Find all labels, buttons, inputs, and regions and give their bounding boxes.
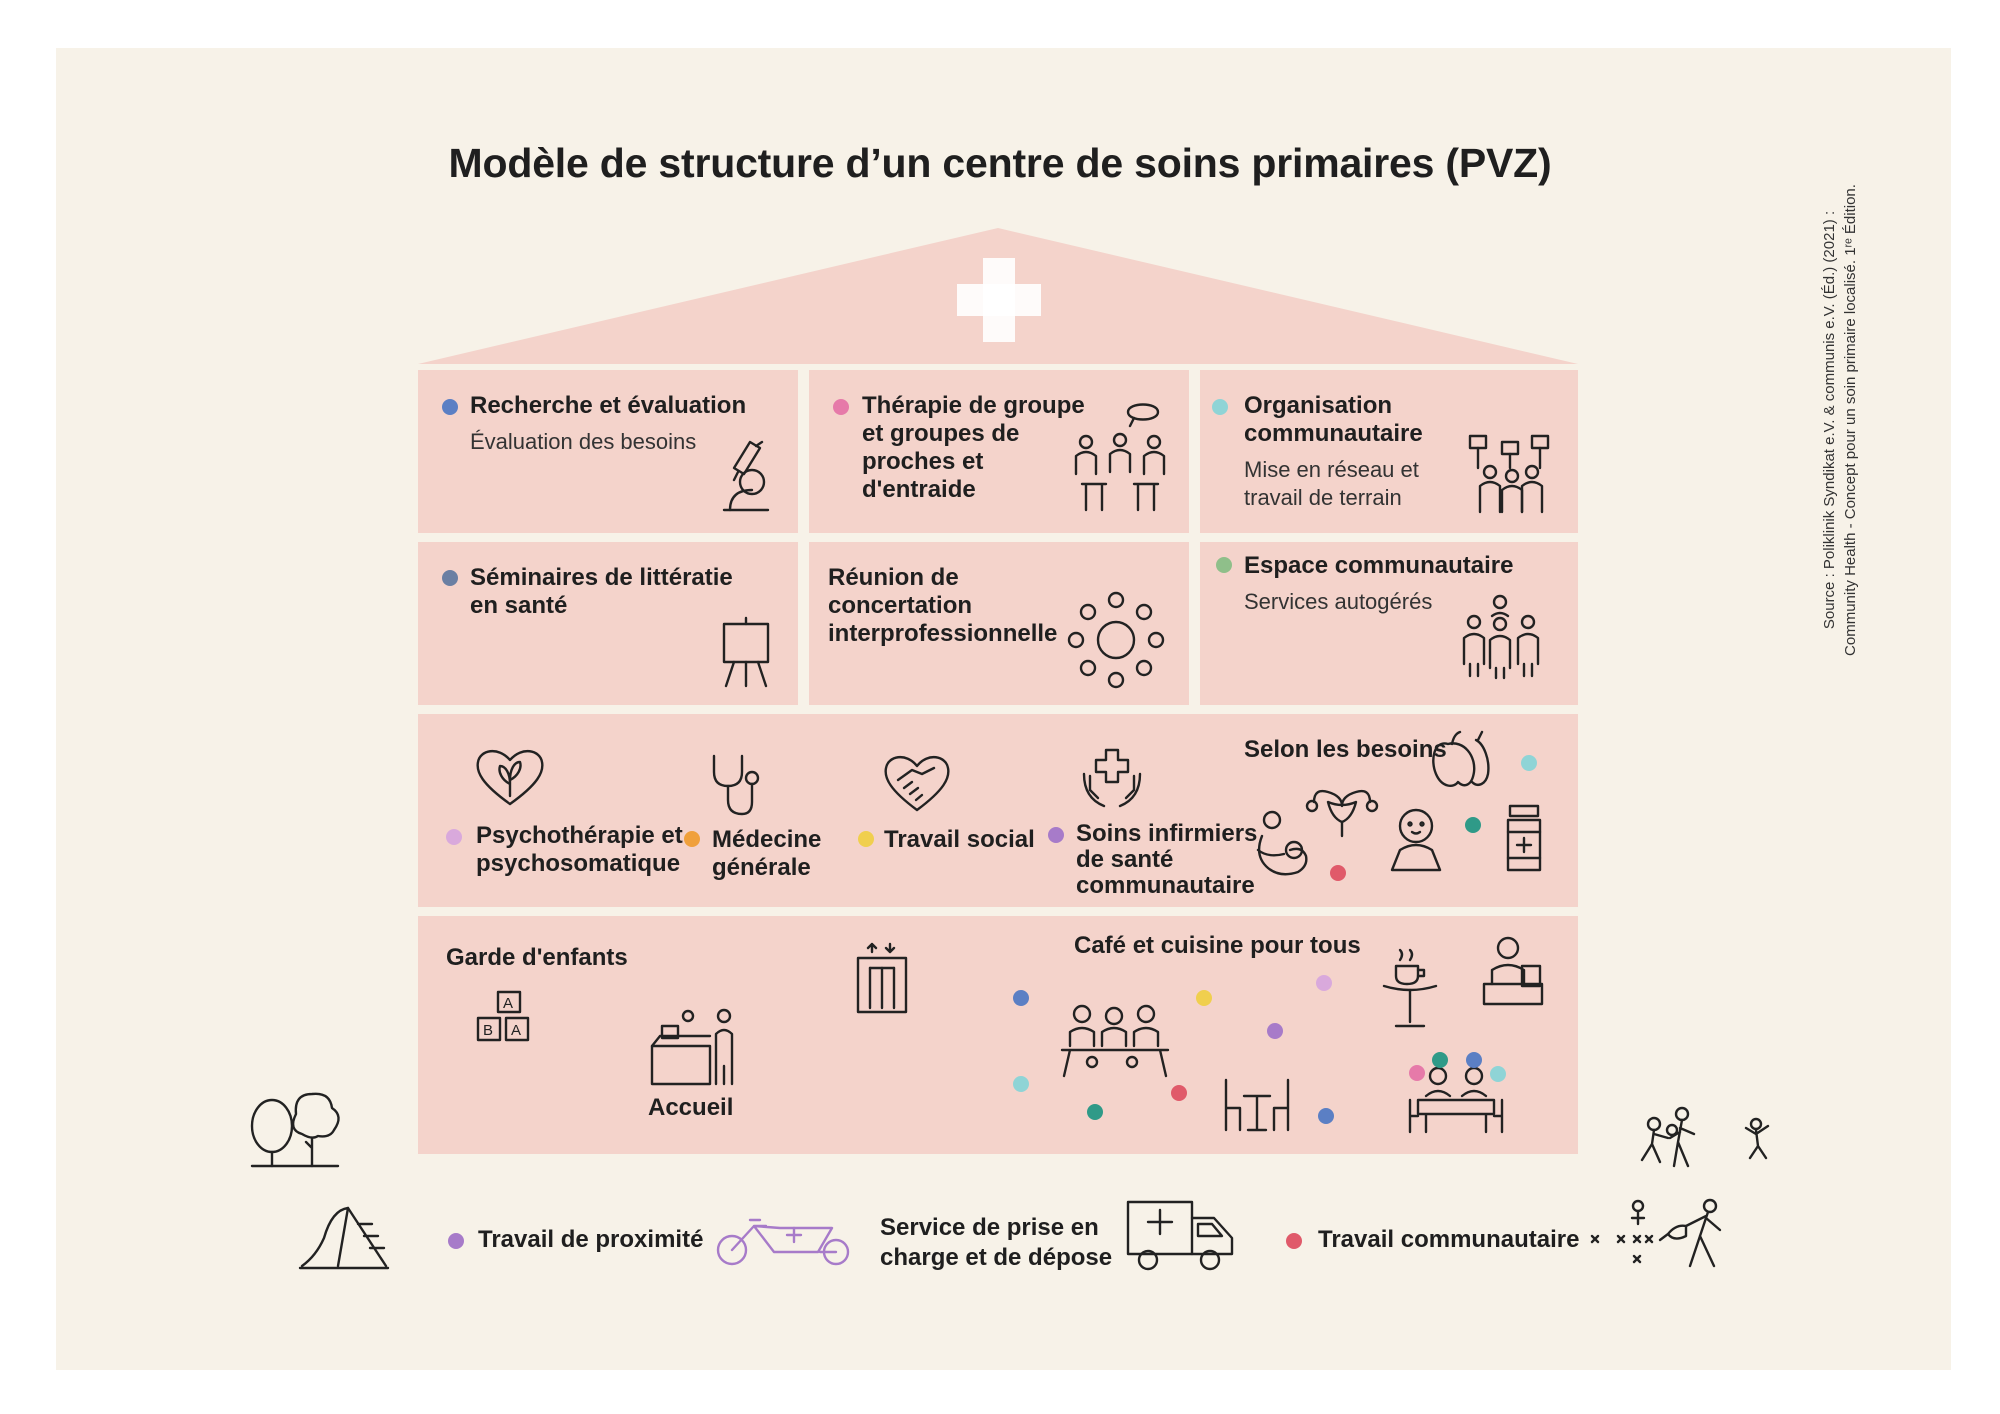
poster-background <box>56 48 1951 1370</box>
community-work-title: Travail communautaire <box>1318 1226 1580 1253</box>
page-title: Modèle de structure d’un centre de soins primaires (PVZ) <box>448 140 1552 186</box>
microscope-icon <box>716 438 776 516</box>
medicine-line-2: générale <box>712 854 811 881</box>
meeting-line-1: Réunion de <box>828 564 959 591</box>
literacy-line-1: Séminaires de littératie <box>470 564 733 591</box>
outreach-bullet <box>448 1233 464 1249</box>
community-org-line-1: Organisation <box>1244 392 1393 419</box>
toy-blocks-icon <box>472 988 548 1052</box>
heart-leaf-icon <box>474 744 546 808</box>
bullet-green <box>1216 557 1232 573</box>
bullet-blue <box>442 399 458 415</box>
cafe-dot-blue-2 <box>1318 1108 1334 1124</box>
cafe-dot-red <box>1171 1085 1187 1101</box>
social-title: Travail social <box>884 826 1035 853</box>
bullet-lilac <box>446 829 462 845</box>
mother-baby-icon <box>1252 810 1312 876</box>
bullet-yellow <box>858 831 874 847</box>
research-subtitle: Évaluation des besoins <box>470 429 697 454</box>
cafe-chairs-icon <box>1222 1076 1292 1134</box>
psycho-line-1: Psychothérapie et <box>476 822 683 849</box>
medicine-line-1: Médecine <box>712 826 822 853</box>
nursing-line-3: communautaire <box>1076 872 1255 899</box>
family-icon <box>1636 1106 1716 1170</box>
flipchart-icon <box>720 616 772 688</box>
cargo-bike-icon <box>716 1210 854 1270</box>
group-therapy-line-2: et groupes de <box>862 420 1020 447</box>
needs-dot-darkteal <box>1465 817 1481 833</box>
needs-title: Selon les besoins <box>1244 736 1447 763</box>
meeting-line-3: interprofessionnelle <box>828 620 1058 647</box>
child-jumping-icon <box>1742 1118 1772 1162</box>
cafe-dot-purple <box>1267 1023 1283 1039</box>
cafe-dot-darkteal <box>1087 1104 1103 1120</box>
community-space-title: Espace communautaire <box>1244 552 1514 579</box>
cafe-dot-lilac <box>1316 975 1332 991</box>
group-talk-icon <box>1068 400 1172 516</box>
source-note <box>1810 150 1870 690</box>
meeting-line-2: concertation <box>828 592 973 619</box>
stethoscope-icon <box>708 752 766 818</box>
heart-handshake-icon <box>882 750 952 814</box>
uterus-icon <box>1304 784 1380 840</box>
round-table-icon <box>1066 588 1170 692</box>
transport-line-2: charge et de dépose <box>880 1244 1113 1271</box>
literacy-line-2: en santé <box>470 592 568 619</box>
bullet-pink <box>833 399 849 415</box>
bullet-purple <box>1048 827 1064 843</box>
group-eating-icon <box>1058 1002 1172 1080</box>
reception-desk-icon <box>648 1006 740 1088</box>
trees-icon <box>248 1090 344 1168</box>
svg-text:A: A <box>511 1022 522 1039</box>
people-icon <box>1460 594 1546 680</box>
needs-dot-red <box>1330 865 1346 881</box>
research-title: Recherche et évaluation <box>470 392 747 419</box>
outreach-title: Travail de proximité <box>478 1226 704 1253</box>
needs-dot-teal <box>1521 755 1537 771</box>
fruit-icon <box>1428 730 1496 792</box>
community-org-sub-2: travail de terrain <box>1244 485 1402 510</box>
reception-title: Accueil <box>648 1094 734 1121</box>
group-therapy-line-1: Thérapie de groupe <box>862 392 1085 419</box>
cafe-dot-teal-2 <box>1490 1066 1506 1082</box>
transport-line-1: Service de prise en <box>880 1214 1099 1241</box>
barista-icon <box>1480 936 1546 1008</box>
cafe-dot-yellow <box>1196 990 1212 1006</box>
baby-icon <box>1386 806 1446 876</box>
protest-icon <box>1466 432 1556 516</box>
source-line-1: Source : Poliklinik Syndikat e.V. & communis e.V. (Éd.) (2021) : <box>1821 210 1838 630</box>
slide-icon <box>298 1204 390 1270</box>
nursing-line-1: Soins infirmiers <box>1076 820 1258 847</box>
source-line-2: Community Health - Concept pour un soin primaire localisé. 1ʳᵉ Édition. <box>1842 184 1859 656</box>
elevator-icon <box>856 942 908 1014</box>
cafe-dot-blue <box>1013 990 1029 1006</box>
pill-bottle-icon <box>1504 804 1544 874</box>
cafe-dot-pink <box>1409 1065 1425 1081</box>
cafe-dot-slate <box>1466 1052 1482 1068</box>
svg-text:A: A <box>503 995 514 1012</box>
cafe-dot-darkteal-2 <box>1432 1052 1448 1068</box>
coffee-table-icon <box>1380 950 1440 1028</box>
gardening-icon <box>1588 1196 1728 1272</box>
community-org-line-2: communautaire <box>1244 420 1423 447</box>
svg-text:B: B <box>483 1022 494 1039</box>
hands-cross-icon <box>1080 746 1144 810</box>
group-therapy-line-4: d'entraide <box>862 476 976 503</box>
psycho-line-2: psychosomatique <box>476 850 681 877</box>
bullet-orange <box>684 831 700 847</box>
ambulance-icon <box>1124 1198 1236 1274</box>
bullet-teal <box>1212 399 1228 415</box>
nursing-line-2: de santé <box>1076 846 1174 873</box>
bullet-slate <box>442 570 458 586</box>
community-space-subtitle: Services autogérés <box>1244 589 1433 614</box>
childcare-title: Garde d'enfants <box>446 944 628 971</box>
group-therapy-line-3: proches et <box>862 448 984 475</box>
community-org-sub-1: Mise en réseau et <box>1244 457 1419 482</box>
cafe-dot-teal <box>1013 1076 1029 1092</box>
cafe-title: Café et cuisine pour tous <box>1074 932 1361 959</box>
community-work-bullet <box>1286 1233 1302 1249</box>
